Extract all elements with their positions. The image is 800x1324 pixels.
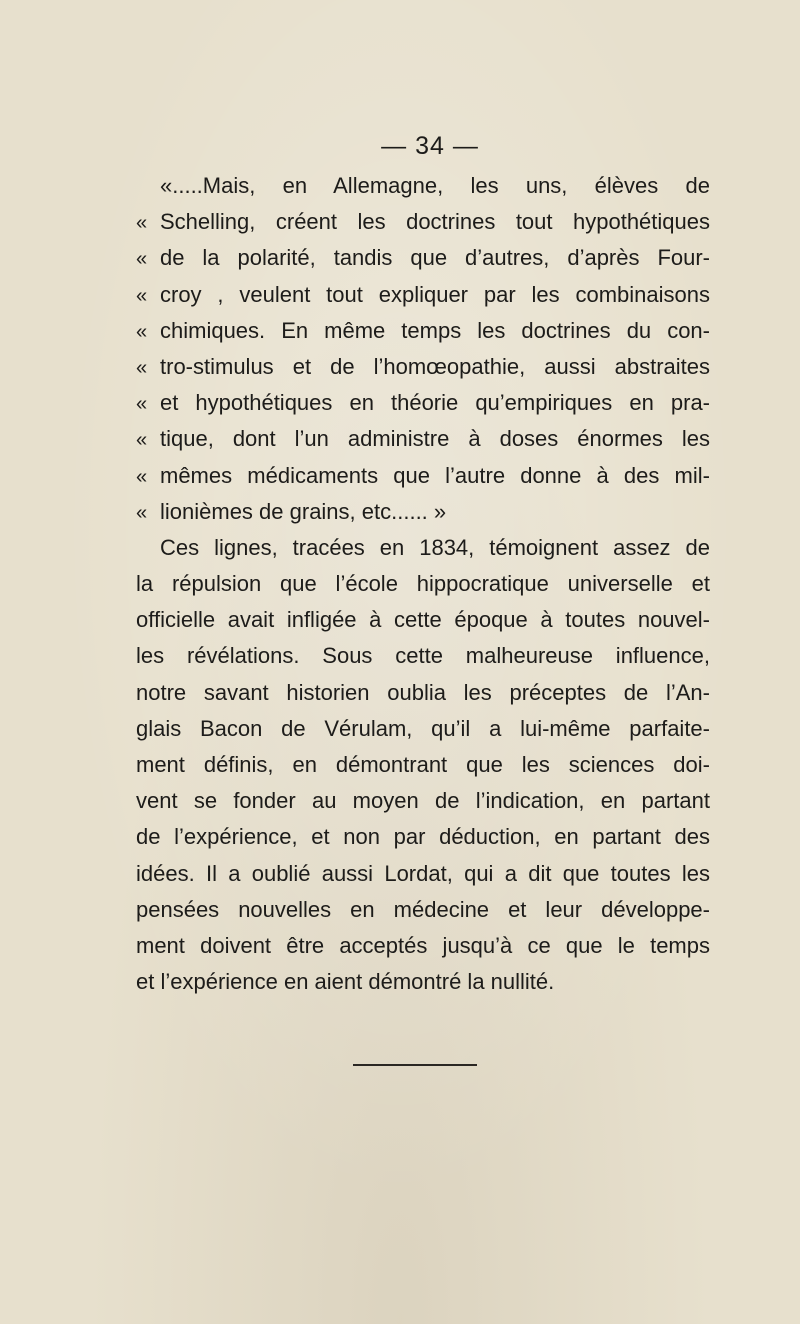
quote-mark: « [136,465,148,488]
paragraph-line [136,928,710,964]
paragraph-line [136,892,710,928]
quoted-line [136,458,710,494]
quoted-paragraph [136,168,710,530]
footnote-rule [353,1064,477,1066]
paragraph-line [136,675,710,711]
paragraph-line [136,566,710,602]
quote-mark: « [136,284,148,307]
paragraph-line-text: et l’expérience en aient démontré la nullité. [136,969,555,995]
paragraph-line [136,783,710,819]
paragraph-line-text: vent se fonder au moyen de l’indication, en partant [136,788,710,814]
paragraph-line-text: pensées nouvelles en médecine et leur développe- [136,896,710,922]
page-number: — 34 — [381,132,479,160]
quote-mark: « [136,248,148,271]
paragraph-line [136,856,710,892]
body-paragraph [136,530,710,1000]
quoted-line [136,421,710,457]
quoted-line [136,385,710,421]
paragraph-line-text: ment doivent être acceptés jusqu’à ce que le temps [136,932,710,958]
quoted-line [136,240,710,276]
paragraph-line-text: la répulsion que l’école hippocratique universelle et [136,571,710,597]
quoted-line-text: tique, dont l’un administre à doses énormes les [160,426,710,452]
quoted-line-text: chimiques. En même temps les doctrines du con- [160,317,710,343]
paragraph-line [136,530,710,566]
quoted-line [136,313,710,349]
quote-mark: « [136,429,148,452]
quoted-line [136,168,710,204]
quoted-line-text: «.....Mais, en Allemagne, les uns, élèves de [160,173,710,198]
paragraph-line [136,602,710,638]
paragraph-line-text: idées. Il a oublié aussi Lordat, qui a dit que toutes les [136,860,710,886]
paragraph-line-text: de l’expérience, et non par déduction, en partant des [136,824,710,850]
paragraph-line-text: notre savant historien oublia les préceptes de l’An- [136,679,710,705]
quoted-line-text: mêmes médicaments que l’autre donne à des mil- [160,462,710,488]
quoted-line [136,494,710,530]
quoted-line [136,349,710,385]
paragraph-line [136,711,710,747]
paragraph-line [136,819,710,855]
quoted-line-text: et hypothétiques en théorie qu’empiriques en pra- [160,390,710,416]
quote-mark: « [136,320,148,343]
paragraph-line [136,638,710,674]
quoted-line [136,277,710,313]
paragraph-line [136,747,710,783]
paragraph-line-text: glais Bacon de Vérulam, qu’il a lui-même parfaite- [136,715,710,741]
quoted-line-text: croy , veulent tout expliquer par les combinaisons [160,281,710,307]
paragraph-line-text: les révélations. Sous cette malheureuse influence, [136,643,710,669]
quote-mark: « [136,212,148,235]
quoted-line-text: de la polarité, tandis que d’autres, d’après Four- [160,245,710,271]
paragraph-line [136,964,710,1000]
quoted-line-text: tro-stimulus et de l’homœopathie, aussi abstraites [160,353,710,379]
paragraph-line-text: Ces lignes, tracées en 1834, témoignent assez de [160,534,710,560]
quoted-line [136,204,710,240]
page-body [136,128,710,1000]
paragraph-line-text: ment définis, en démontrant que les sciences doi- [136,752,710,777]
quoted-line-text: lionièmes de grains, etc...... » [160,498,447,524]
quoted-line-text: Schelling, créent les doctrines tout hypothétiques [160,209,710,235]
quote-mark: « [136,501,148,524]
quote-mark: « [136,393,148,416]
paragraph-line-text: officielle avait infligée à cette époque à toutes nouvel- [136,607,710,633]
quote-mark: « [136,356,148,379]
